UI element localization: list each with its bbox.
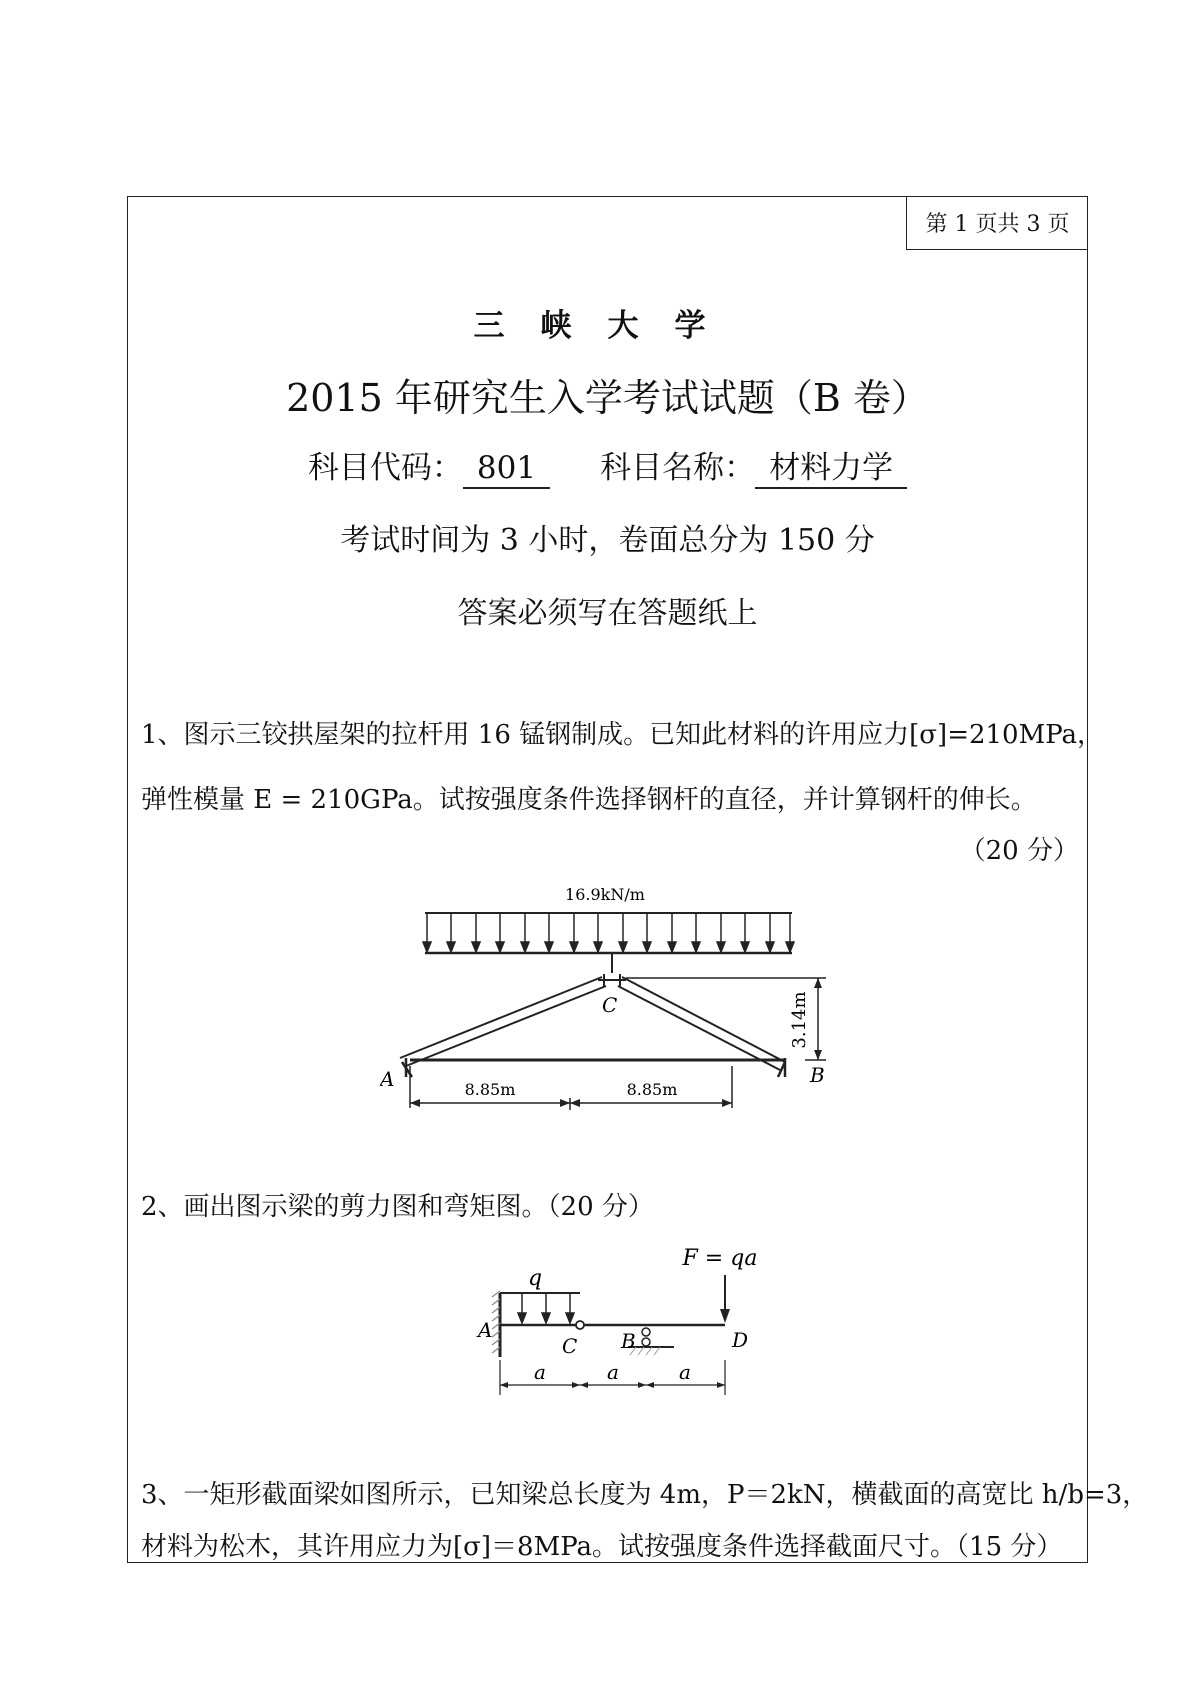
point-a-label: A [380, 1067, 395, 1091]
truss-figure [380, 880, 850, 1110]
point-b-label: B [621, 1329, 636, 1353]
q-load-arrows [518, 1293, 574, 1323]
subject-code-label: 科目代码： [307, 450, 463, 486]
question-3-line-2: 材料为松木，其许用应力为[σ]＝8MPa。试按强度条件选择截面尺寸。（15 分） [141, 1532, 1063, 1562]
force-label: F = qa [682, 1246, 758, 1271]
university-name: 三峡大学 [473, 308, 742, 344]
question-3-line-1: 3、一矩形截面梁如图所示，已知梁总长度为 4m，P＝2kN，横截面的高宽比 h/b=3， [141, 1480, 1149, 1510]
question-1-score: （20 分） [959, 836, 1079, 866]
point-a-label: A [478, 1318, 493, 1342]
subject-name: 材料力学 [755, 451, 907, 489]
hinge-c [576, 1321, 584, 1329]
point-c-label: C [602, 993, 618, 1017]
segment-label-1: a [534, 1360, 546, 1384]
instruction: 答案必须写在答题纸上 [457, 596, 758, 631]
subject-code: 801 [463, 451, 550, 489]
exam-info: 考试时间为 3 小时，卷面总分为 150 分 [340, 523, 875, 558]
load-q-label: q [527, 1266, 543, 1291]
height-label: 3.14m [789, 991, 810, 1049]
truss-members [400, 977, 785, 1070]
beam-figure [460, 1245, 780, 1405]
left-span-label: 8.85m [464, 1080, 516, 1099]
page-indicator: 第 1 页共 3 页 [906, 196, 1088, 250]
point-d-label: D [732, 1328, 749, 1352]
distributed-load-arrows [423, 913, 794, 952]
force-arrow [720, 1309, 730, 1323]
subject-line [127, 442, 1088, 489]
point-b-label: B [810, 1063, 825, 1087]
right-span-label: 8.85m [626, 1080, 678, 1099]
exam-title: 2015 年研究生入学考试试题（B 卷） [286, 376, 929, 420]
hinge-c [598, 974, 626, 986]
distributed-load-label: 16.9kN/m [565, 885, 645, 904]
question-1-line-1: 1、图示三铰拱屋架的拉杆用 16 锰钢制成。已知此材料的许用应力[σ]=210MPa， [141, 720, 1104, 750]
segment-label-2: a [607, 1360, 619, 1384]
subject-name-label: 科目名称： [600, 450, 756, 486]
question-2-line-1: 2、画出图示梁的剪力图和弯矩图。（20 分） [141, 1192, 654, 1222]
question-1-line-2: 弹性模量 E = 210GPa。试按强度条件选择钢杆的直径，并计算钢杆的伸长。 [141, 785, 1037, 815]
point-c-label: C [562, 1334, 578, 1358]
segment-label-3: a [679, 1360, 691, 1384]
